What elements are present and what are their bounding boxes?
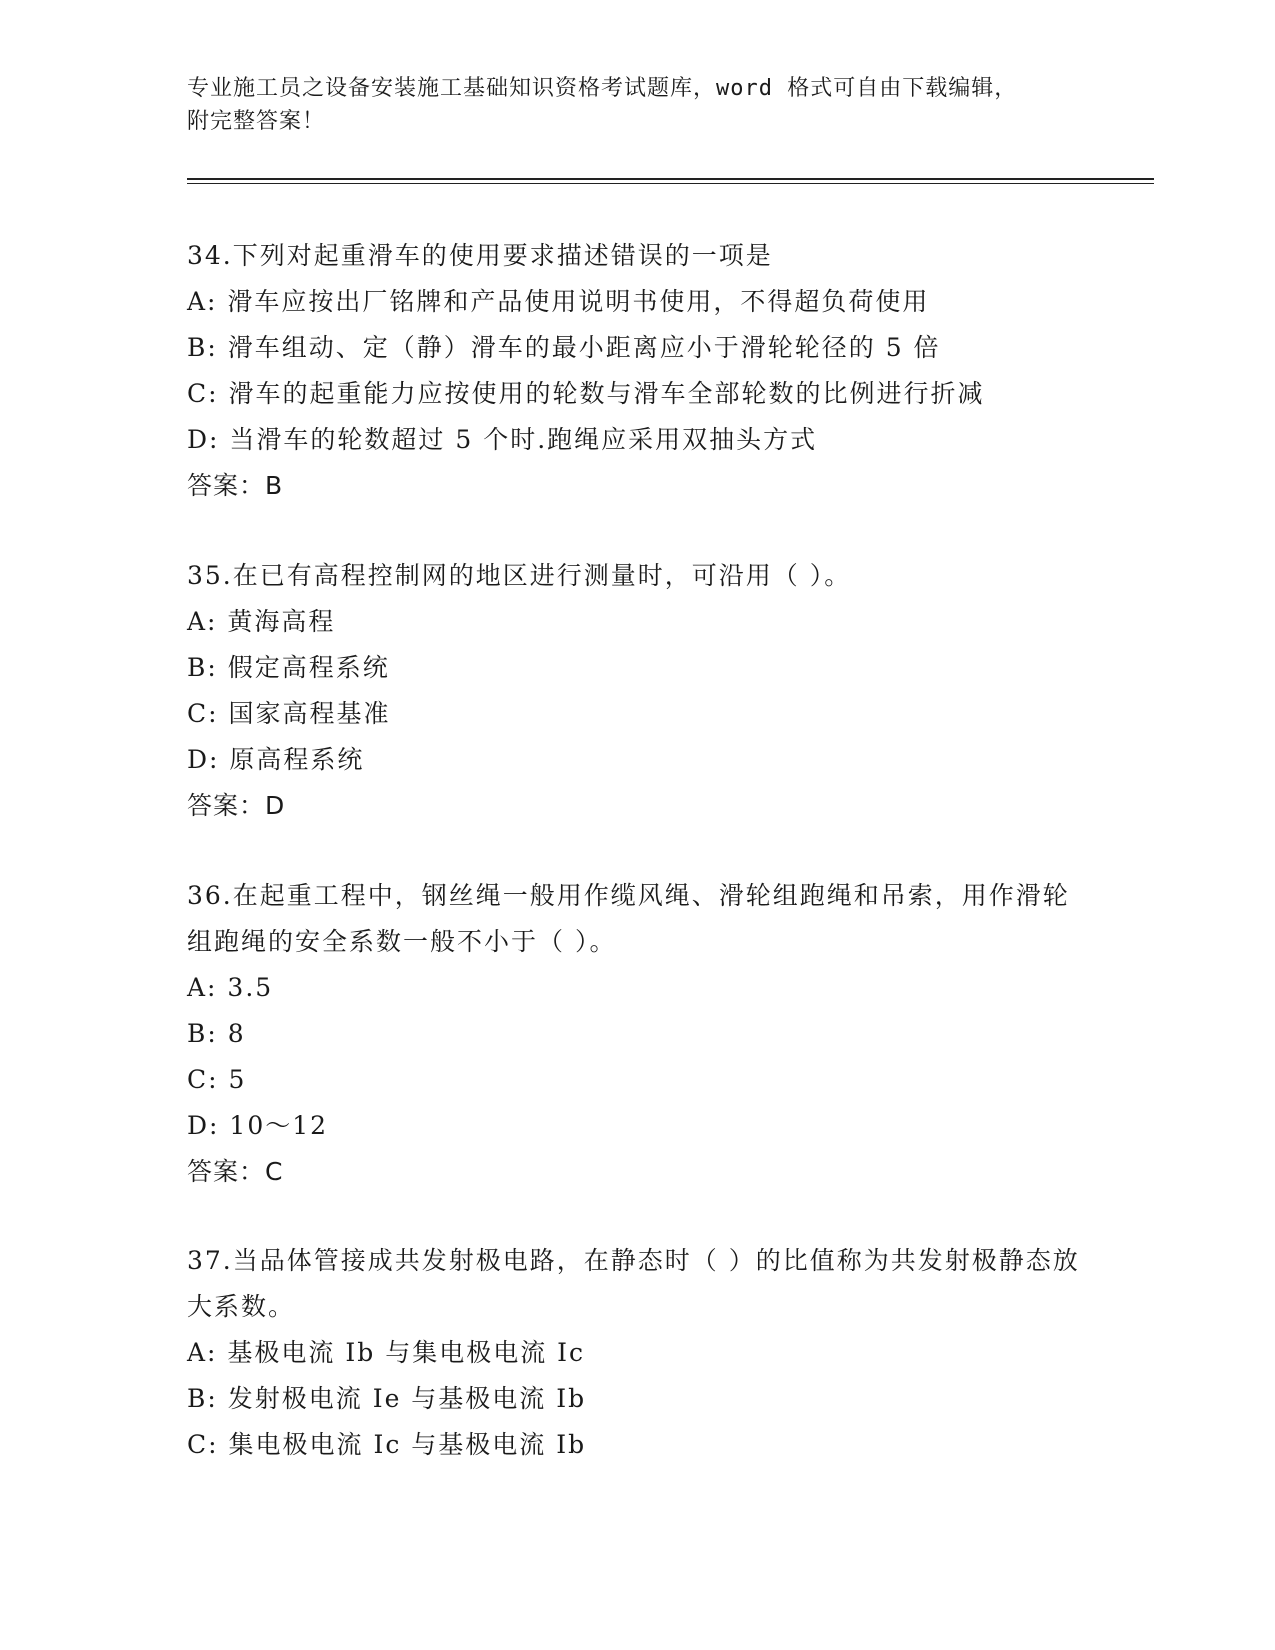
option-a: A: 黄海高程 <box>187 607 336 636</box>
option-d: D: 原高程系统 <box>187 745 365 774</box>
option-c: C: 集电极电流 Ic 与基极电流 Ib <box>187 1430 587 1459</box>
option-a: A: 3.5 <box>187 973 274 1002</box>
option-b: B: 发射极电流 Ie 与基极电流 Ib <box>187 1384 587 1413</box>
option-d: D: 当滑车的轮数超过 5 个时.跑绳应采用双抽头方式 <box>187 425 818 454</box>
option-a: A: 基极电流 Ib 与集电极电流 Ic <box>187 1338 586 1367</box>
header-divider-thin <box>187 183 1154 184</box>
option-c: C: 国家高程基准 <box>187 699 391 728</box>
option-b: B: 滑车组动、定（静）滑车的最小距离应小于滑轮轮径的 5 倍 <box>187 333 941 362</box>
question-37 <box>187 1238 1087 1468</box>
header-line-1: 专业施工员之设备安装施工基础知识资格考试题库，word 格式可自由下载编辑， <box>187 76 1018 101</box>
question-title: 34.下列对起重滑车的使用要求描述错误的一项是 <box>187 241 773 270</box>
question-34 <box>187 233 1087 509</box>
header-divider-thick <box>187 178 1154 180</box>
document-header <box>187 72 1087 138</box>
question-title: 36.在起重工程中，钢丝绳一般用作缆风绳、滑轮组跑绳和吊索，用作滑轮组跑绳的安全系数一般不小于（ ）。 <box>187 881 1070 956</box>
question-35 <box>187 553 1087 829</box>
question-title: 35.在已有高程控制网的地区进行测量时，可沿用（ ）。 <box>187 561 852 590</box>
answer: 答案：C <box>187 1157 284 1186</box>
option-c: C: 滑车的起重能力应按使用的轮数与滑车全部轮数的比例进行折减 <box>187 379 985 408</box>
question-36 <box>187 873 1087 1195</box>
header-line-2: 附完整答案！ <box>187 109 326 134</box>
option-c: C: 5 <box>187 1065 247 1094</box>
answer: 答案：D <box>187 791 286 820</box>
option-b: B: 假定高程系统 <box>187 653 390 682</box>
answer: 答案：B <box>187 471 284 500</box>
option-a: A: 滑车应按出厂铭牌和产品使用说明书使用，不得超负荷使用 <box>187 287 930 316</box>
option-b: B: 8 <box>187 1019 246 1048</box>
question-title: 37.当品体管接成共发射极电路，在静态时（ ）的比值称为共发射极静态放大系数。 <box>187 1246 1080 1321</box>
option-d: D: 10～12 <box>187 1111 329 1140</box>
